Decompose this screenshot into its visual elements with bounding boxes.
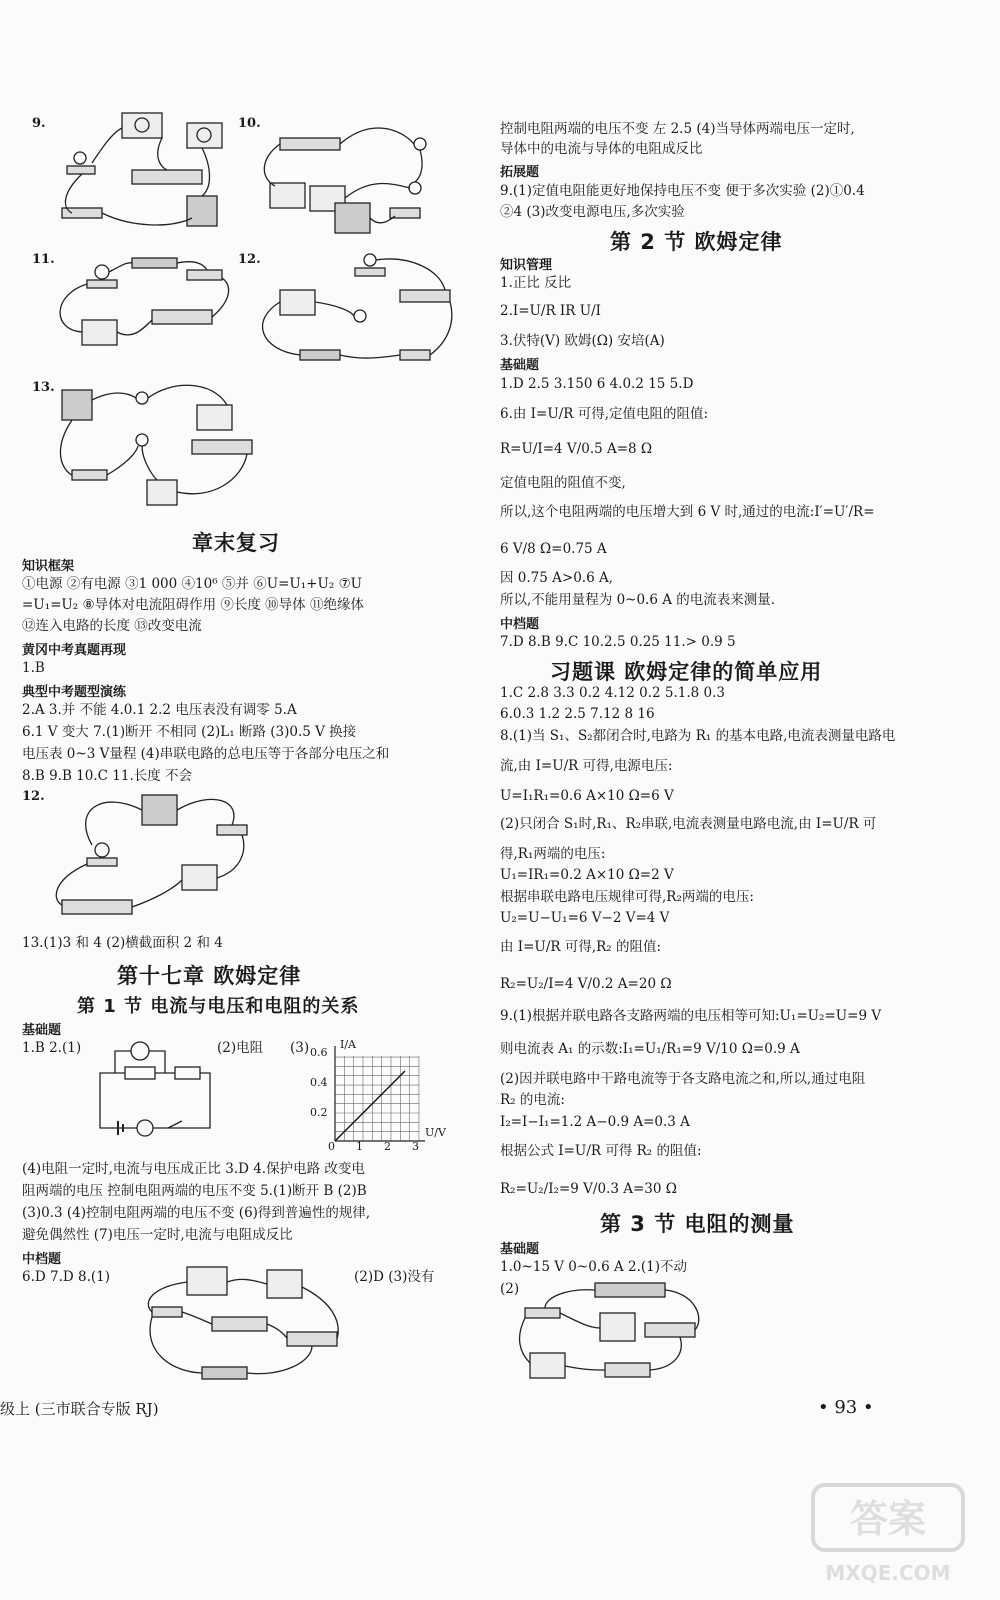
exercise-line-18: 根据公式 I=U/R 可得 R₂ 的阻值: <box>500 1143 702 1159</box>
graph-ylabel: I/A <box>340 1038 356 1051</box>
graph-xtick-2: 2 <box>384 1140 391 1153</box>
exercise-line-12: R₂=U₂/I=4 V/0.2 A=20 Ω <box>500 976 672 992</box>
fig-label-10: 10. <box>238 116 261 131</box>
fig-label-13: 13. <box>32 380 55 395</box>
ext-line-2: ②4 (3)改变电源电压,多次实验 <box>500 204 685 220</box>
page-number: • 93 • <box>818 1397 874 1418</box>
svg-text:MXQE.COM: MXQE.COM <box>825 1561 951 1585</box>
exercise-line-15: (2)因并联电路中干路电流等于各支路电流之和,所以,通过电阻 <box>500 1071 866 1087</box>
exercise-line-7: 得,R₁两端的电压: <box>500 846 606 862</box>
exercise-line-11: 由 I=U/R 可得,R₂ 的阻值: <box>500 939 662 955</box>
section3-basic-heading: 基础题 <box>500 1242 540 1257</box>
circuit-diagram-review-12 <box>42 790 272 930</box>
section2-basic-line-6: 6 V/8 Ω=0.75 A <box>500 541 607 557</box>
section3-line-2: (2) <box>500 1281 520 1297</box>
section2-basic-line-8: 所以,不能用量程为 0~0.6 A 的电流表来测量. <box>500 592 776 608</box>
section2-basic-line-3: R=U/I=4 V/0.5 A=8 Ω <box>500 441 653 457</box>
fig-label-review-12: 12. <box>22 789 45 804</box>
right-top-line-2: 导体中的电流与导体的电阻成反比 <box>500 141 703 157</box>
typical-line-2: 6.1 V 变大 7.(1)断开 不相同 (2)L₁ 断路 (3)0.5 V 换接 <box>22 724 357 740</box>
circuit-diagram-mid-8 <box>132 1262 352 1392</box>
svg-text:答案: 答案 <box>849 1497 927 1541</box>
graph-ytick-0.2: 0.2 <box>310 1106 328 1119</box>
section2-mid-line: 7.D 8.B 9.C 10.2.5 0.25 11.> 0.9 5 <box>500 634 736 650</box>
exercise-line-3: 8.(1)当 S₁、S₂都闭合时,电路为 R₁ 的基本电路,电流表测量电路电 <box>500 728 896 744</box>
exercise-line-13: 9.(1)根据并联电路各支路两端的电压相等可知:U₁=U₂=U=9 V <box>500 1008 882 1024</box>
section2-km-line-2: 2.I=U/R IR U/I <box>500 303 601 319</box>
chapter17-title: 第十七章 欧姆定律 <box>117 964 302 988</box>
exercise-line-5: U=I₁R₁=0.6 A×10 Ω=6 V <box>500 788 674 804</box>
exercise-line-4: 流,由 I=U/R 可得,电源电压: <box>500 758 673 774</box>
circuit-diagram-section3-2 <box>515 1278 715 1388</box>
graph-ytick-0.4: 0.4 <box>310 1076 328 1089</box>
kf-line-2: =U₁=U₂ ⑧导体对电流阻碍作用 ⑨长度 ⑩导体 ⑪绝缘体 <box>22 597 364 613</box>
circuit-diagram-10 <box>250 108 460 238</box>
ext-line-1: 9.(1)定值电阻能更好地保持电压不变 便于多次实验 (2)①0.4 <box>500 183 865 199</box>
section2-km-line-1: 1.正比 反比 <box>500 275 572 291</box>
section1-title: 第 1 节 电流与电压和电阻的关系 <box>77 996 360 1017</box>
section2-basic-line-4: 定值电阻的阻值不变, <box>500 475 626 491</box>
fig-label-12: 12. <box>238 252 261 267</box>
exercise-line-1: 1.C 2.8 3.3 0.2 4.12 0.2 5.1.8 0.3 <box>500 685 726 701</box>
section1-basic-line-3: (3)0.3 (4)控制电阻两端的电压不变 (6)得到普遍性的规律, <box>22 1205 371 1221</box>
exercise-line-19: R₂=U₂/I₂=9 V/0.3 A=30 Ω <box>500 1181 677 1197</box>
graph-xtick-3: 3 <box>412 1140 419 1153</box>
section2-basic-heading: 基础题 <box>500 358 540 373</box>
exercise-line-10: U₂=U−U₁=6 V−2 V=4 V <box>500 910 670 926</box>
section3-title: 第 3 节 电阻的测量 <box>600 1212 795 1236</box>
exercise-line-14: 则电流表 A₁ 的示数:I₁=U₁/R₁=9 V/10 Ω=0.9 A <box>500 1041 800 1057</box>
section2-title: 第 2 节 欧姆定律 <box>610 230 783 254</box>
section1-mid-heading: 中档题 <box>22 1252 62 1267</box>
section1-mid-tail: (2)D (3)没有 <box>354 1269 435 1285</box>
circuit-diagram-13 <box>42 380 262 520</box>
section2-basic-line-1: 1.D 2.5 3.150 6 4.0.2 15 5.D <box>500 376 694 392</box>
section1-basic-heading: 基础题 <box>22 1023 62 1038</box>
typical-heading: 典型中考题型演练 <box>22 685 127 700</box>
exercise-line-16: R₂ 的电流: <box>500 1092 565 1108</box>
kf-line-3: ⑫连入电路的长度 ⑬改变电流 <box>22 618 202 634</box>
fig-label-9: 9. <box>32 116 46 131</box>
huanggang-answer: 1.B <box>22 660 45 676</box>
typical-line-3: 电压表 0~3 V量程 (4)串联电路的总电压等于各部分电压之和 <box>22 746 390 762</box>
graph-xtick-1: 1 <box>356 1140 363 1153</box>
graph-ytick-0.6: 0.6 <box>310 1046 328 1059</box>
circuit-schematic-q2 <box>100 1043 220 1133</box>
section1-basic-line-2: 阻两端的电压 控制电阻两端的电压不变 5.(1)断开 B (2)B <box>22 1183 367 1199</box>
exercise-line-8: U₁=IR₁=0.2 A×10 Ω=2 V <box>500 867 674 883</box>
exercise-line-17: I₂=I−I₁=1.2 A−0.9 A=0.3 A <box>500 1114 690 1130</box>
section1-mid-line: 6.D 7.D 8.(1) <box>22 1269 110 1285</box>
exercise-line-6: (2)只闭合 S₁时,R₁、R₂串联,电流表测量电路电流,由 I=U/R 可 <box>500 816 877 832</box>
exercise-line-2: 6.0.3 1.2 2.5 7.12 8 16 <box>500 706 655 722</box>
watermark-logo <box>808 1480 968 1590</box>
footer-text: 级上 (三市联合专版 RJ) <box>0 1400 159 1418</box>
review-q13-answer: 13.(1)3 和 4 (2)横截面积 2 和 4 <box>22 935 223 951</box>
section2-basic-line-2: 6.由 I=U/R 可得,定值电阻的阻值: <box>500 406 709 422</box>
ext-heading: 拓展题 <box>500 165 540 180</box>
chapter-review-title: 章末复习 <box>192 531 280 555</box>
fig-label-11: 11. <box>32 252 55 267</box>
section2-km-heading: 知识管理 <box>500 258 553 273</box>
section2-mid-heading: 中档题 <box>500 617 540 632</box>
circuit-diagram-9 <box>42 108 242 238</box>
graph-xlabel: U/V <box>425 1126 446 1139</box>
section2-km-line-3: 3.伏特(V) 欧姆(Ω) 安培(A) <box>500 333 665 349</box>
section2-basic-line-7: 因 0.75 A>0.6 A, <box>500 570 614 586</box>
circuit-diagram-11 <box>42 250 242 370</box>
circuit-diagram-12 <box>250 250 450 370</box>
section1-q2-2: (2)电阻 <box>217 1040 264 1056</box>
typical-line-1: 2.A 3.并 不能 4.0.1 2.2 电压表没有调零 5.A <box>22 702 297 718</box>
typical-line-4: 8.B 9.B 10.C 11.长度 不会 <box>22 768 193 784</box>
kf-line-1: ①电源 ②有电源 ③1 000 ④10⁶ ⑤并 ⑥U=U₁+U₂ ⑦U <box>22 576 363 592</box>
section3-line-1: 1.0~15 V 0~0.6 A 2.(1)不动 <box>500 1259 687 1275</box>
exercise-title: 习题课 欧姆定律的简单应用 <box>550 660 823 684</box>
huanggang-heading: 黄冈中考真题再现 <box>22 643 127 658</box>
section1-basic-line-4: 避免偶然性 (7)电压一定时,电流与电阻成反比 <box>22 1227 293 1243</box>
section1-q1-line: 1.B 2.(1) <box>22 1040 82 1056</box>
section1-q2-3: (3) <box>290 1040 310 1056</box>
section2-basic-line-5: 所以,这个电阻两端的电压增大到 6 V 时,通过的电流:I′=U′/R= <box>500 504 875 520</box>
graph-xtick-0: 0 <box>328 1140 335 1153</box>
section1-basic-line-1: (4)电阻一定时,电流与电压成正比 3.D 4.保护电路 改变电 <box>22 1161 365 1177</box>
knowledge-framework-heading: 知识框架 <box>22 559 75 574</box>
right-top-line-1: 控制电阻两端的电压不变 左 2.5 (4)当导体两端电压一定时, <box>500 121 855 137</box>
exercise-line-9: 根据串联电路电压规律可得,R₂两端的电压: <box>500 889 754 905</box>
